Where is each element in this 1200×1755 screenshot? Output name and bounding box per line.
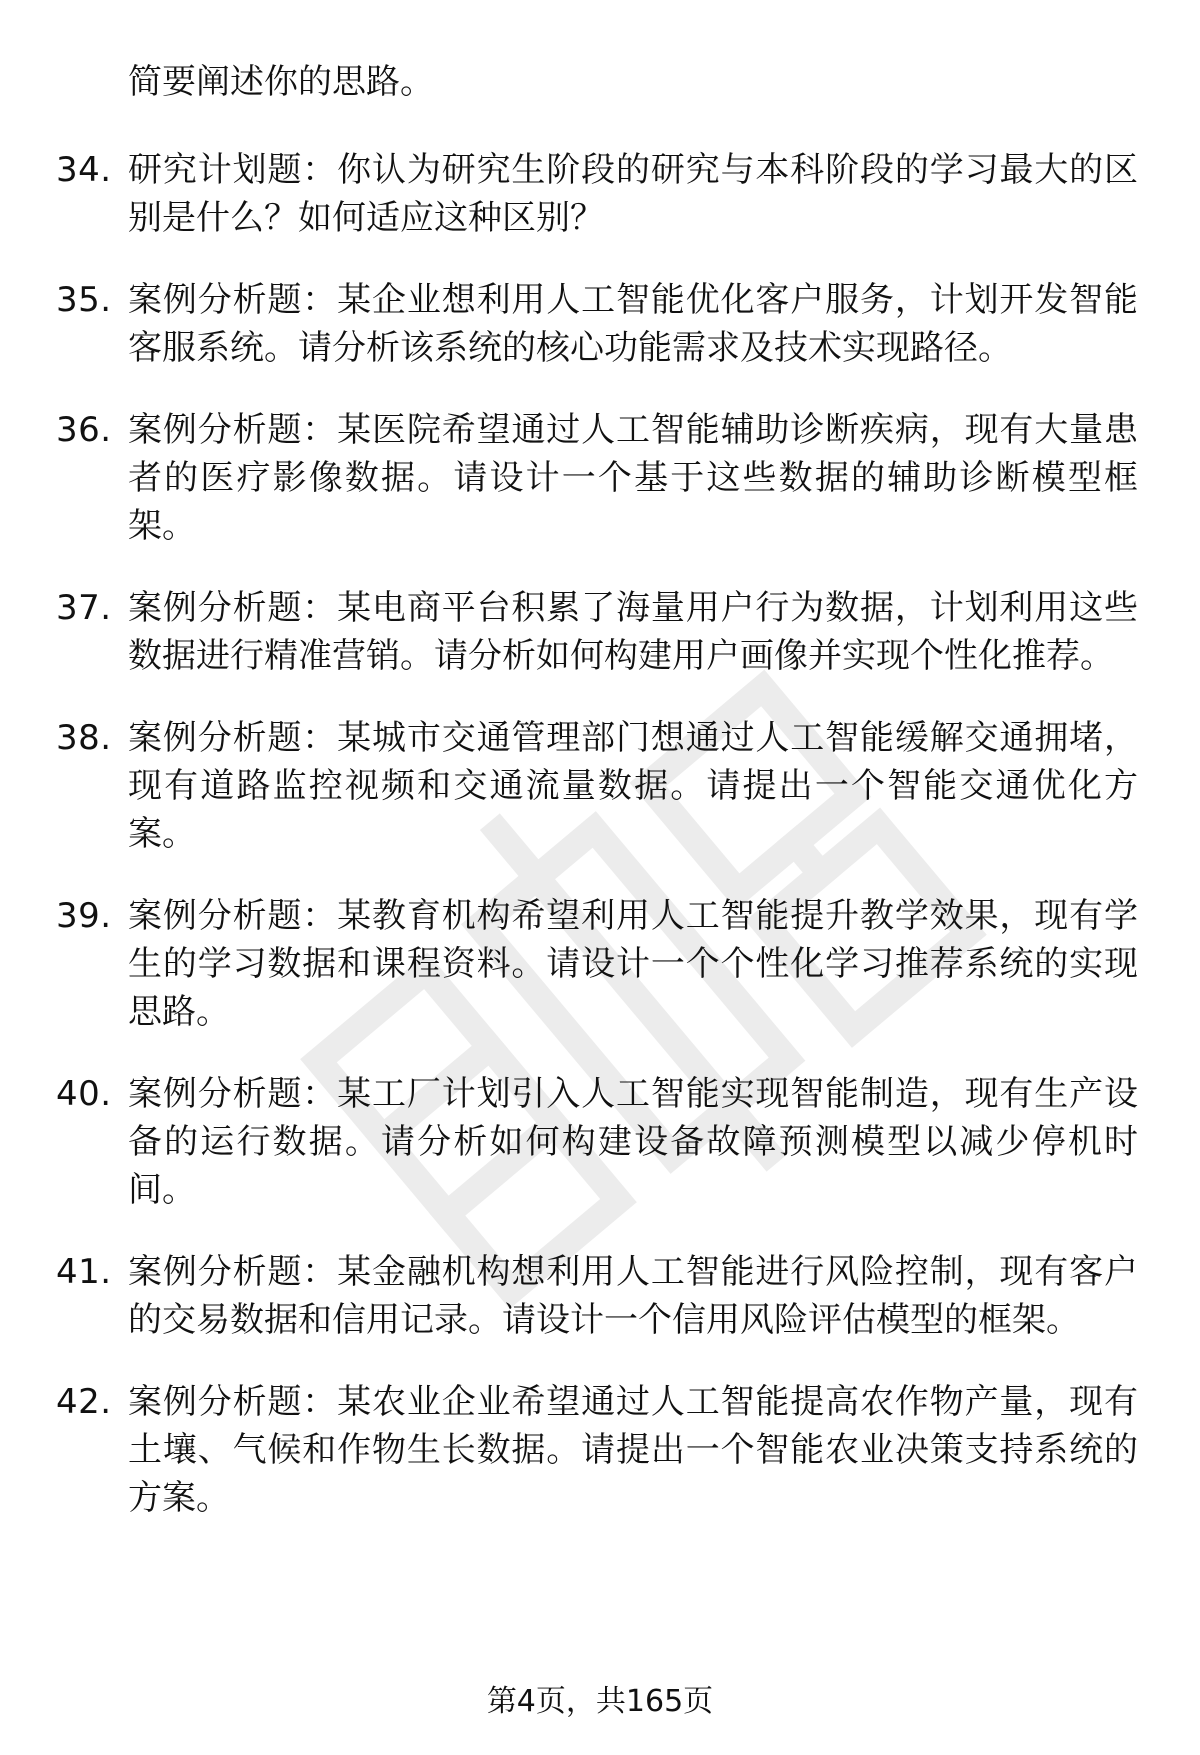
question-item bbox=[0, 1378, 1200, 1522]
question-item bbox=[0, 714, 1200, 858]
question-number: 34. bbox=[56, 150, 112, 190]
question-text: 案例分析题：某工厂计划引入人工智能实现智能制造，现有生产设备的运行数据。请分析如何构建设备故障预测模型以减少停机时间。 bbox=[128, 1074, 1138, 1210]
question-item bbox=[0, 1248, 1200, 1344]
question-text: 案例分析题：某农业企业希望通过人工智能提高农作物产量，现有土壤、气候和作物生长数据。请提出一个智能农业决策支持系统的方案。 bbox=[128, 1382, 1138, 1518]
question-text: 案例分析题：某医院希望通过人工智能辅助诊断疾病，现有大量患者的医疗影像数据。请设计一个基于这些数据的辅助诊断模型框架。 bbox=[128, 410, 1138, 546]
question-text: 案例分析题：某企业想利用人工智能优化客户服务，计划开发智能客服系统。请分析该系统的核心功能需求及技术实现路径。 bbox=[128, 280, 1138, 368]
question-text: 案例分析题：某城市交通管理部门想通过人工智能缓解交通拥堵，现有道路监控视频和交通流量数据。请提出一个智能交通优化方案。 bbox=[128, 718, 1138, 854]
question-number: 41. bbox=[56, 1252, 112, 1292]
question-text: 案例分析题：某电商平台积累了海量用户行为数据，计划利用这些数据进行精准营销。请分析如何构建用户画像并实现个性化推荐。 bbox=[128, 588, 1138, 676]
question-number: 36. bbox=[56, 410, 112, 450]
page-footer: 第4页，共165页 bbox=[486, 1684, 714, 1719]
question-number: 39. bbox=[56, 896, 112, 936]
question-text: 研究计划题：你认为研究生阶段的研究与本科阶段的学习最大的区别是什么？如何适应这种区别？ bbox=[128, 150, 1138, 238]
question-item bbox=[0, 892, 1200, 1036]
question-number: 37. bbox=[56, 588, 112, 628]
question-number: 40. bbox=[56, 1074, 112, 1114]
question-text: 案例分析题：某教育机构希望利用人工智能提升教学效果，现有学生的学习数据和课程资料。请设计一个个性化学习推荐系统的实现思路。 bbox=[128, 896, 1138, 1032]
question-item bbox=[0, 584, 1200, 680]
question-item bbox=[0, 146, 1200, 242]
question-text: 案例分析题：某金融机构想利用人工智能进行风险控制，现有客户的交易数据和信用记录。请设计一个信用风险评估模型的框架。 bbox=[128, 1252, 1138, 1340]
question-list bbox=[0, 146, 1200, 1556]
question-number: 35. bbox=[56, 280, 112, 320]
continuation-text: 简要阐述你的思路。 bbox=[128, 62, 434, 102]
question-item bbox=[0, 406, 1200, 550]
question-item bbox=[0, 1070, 1200, 1214]
question-number: 42. bbox=[56, 1382, 112, 1422]
question-item bbox=[0, 276, 1200, 372]
question-number: 38. bbox=[56, 718, 112, 758]
